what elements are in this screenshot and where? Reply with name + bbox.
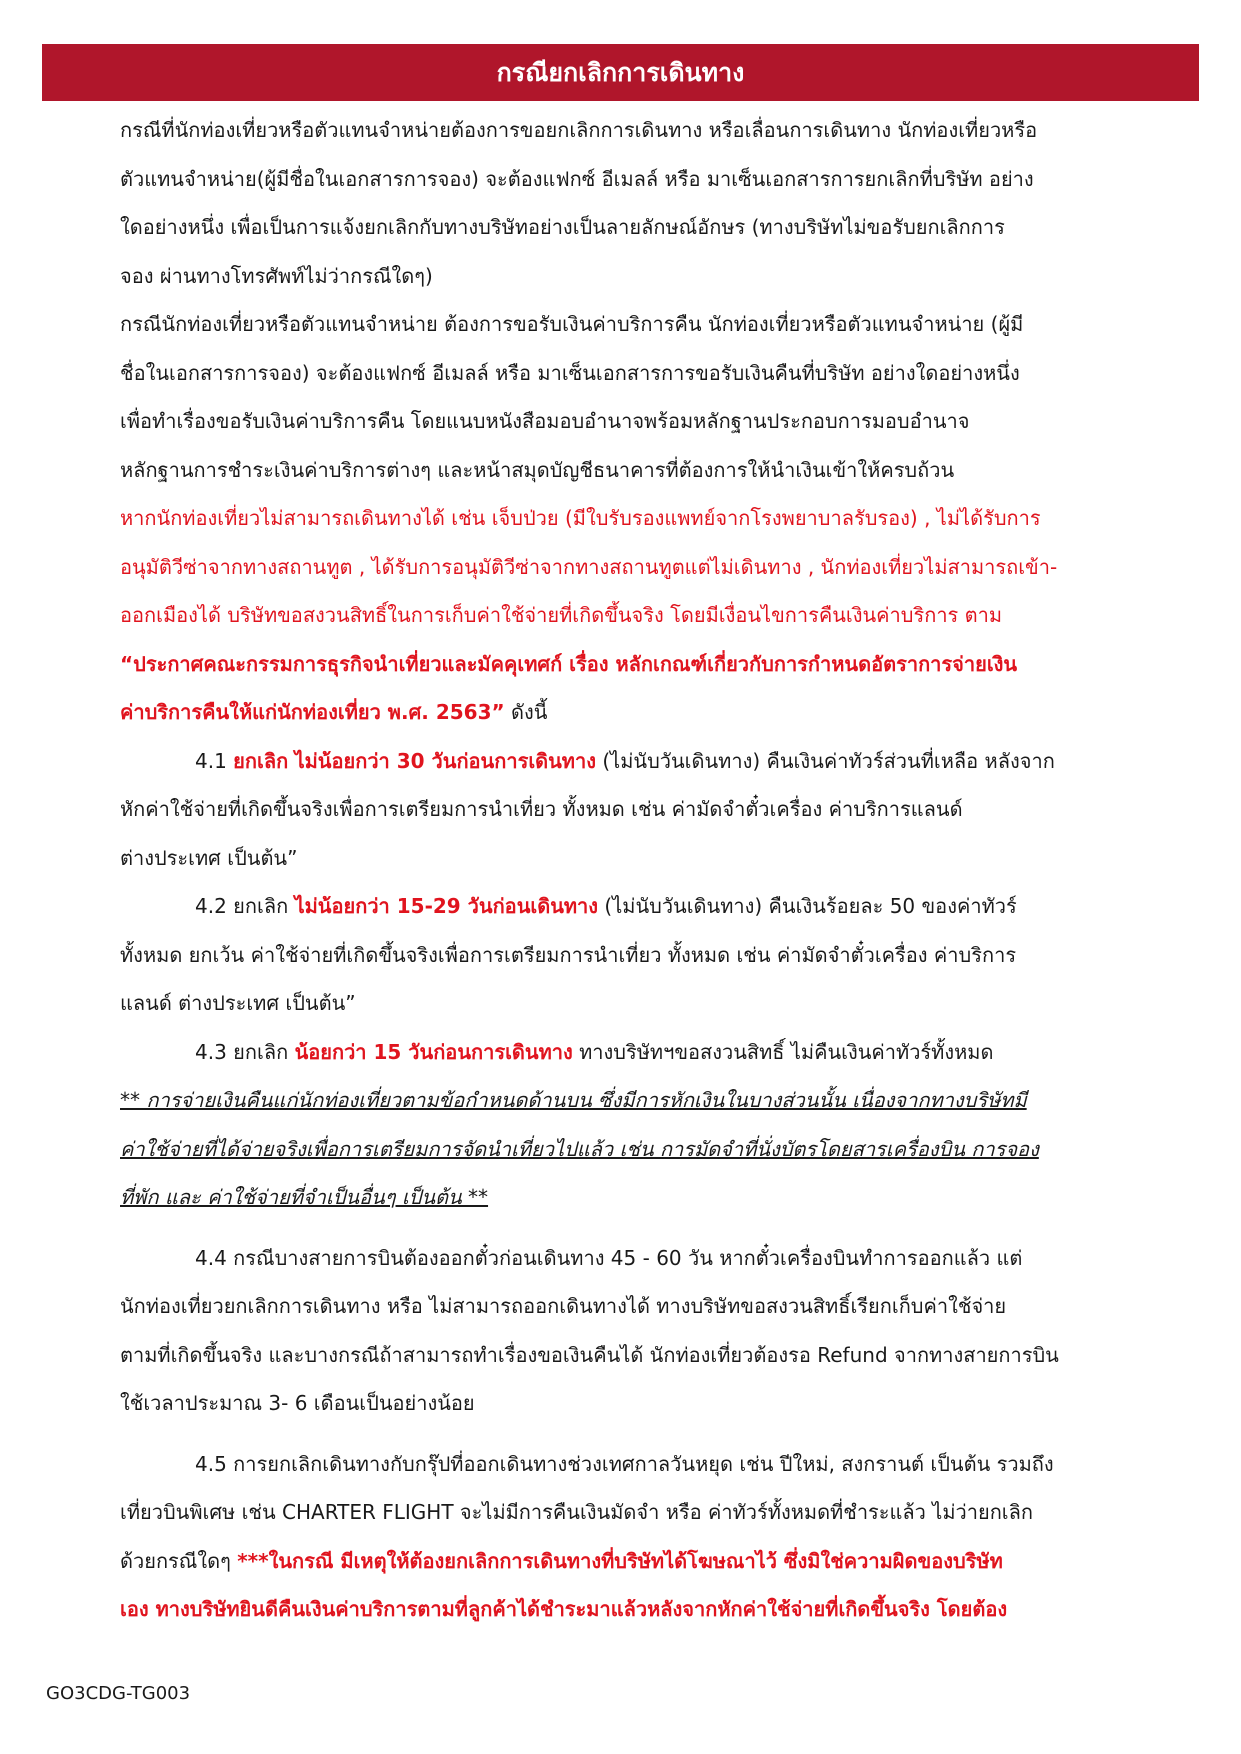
highlight-text: น้อยกว่า 15 วันก่อนการเดินทาง: [294, 1039, 573, 1064]
clause-4-2: [120, 882, 1192, 1028]
announcement-title: “ประกาศคณะกรรมการธุรกิจนำเที่ยวและมัคคุเทศก์ เรื่อง หลักเกณฑ์เกี่ยวกับการกำหนดอัตราการจ่ายเงิน: [120, 651, 1018, 676]
note-line: ที่พัก และ ค่าใช้จ่ายที่จำเป็นอื่นๆ เป็นต้น **: [120, 1185, 489, 1209]
text-line: [120, 688, 1192, 737]
text-line: ต่างประเทศ เป็นต้น”: [120, 845, 298, 870]
paragraph-refund-procedure: [120, 300, 1192, 494]
text-line: [120, 882, 1192, 931]
paragraph-refund-conditions: [120, 494, 1192, 737]
section-title: กรณียกเลิกการเดินทาง: [496, 57, 745, 87]
text-line-red: เอง ทางบริษัทยินดีคืนเงินค่าบริการตามที่ลูกค้าได้ชำระมาแล้วหลังจากหักค่าใช้จ่ายที่เกิดขึ้นจริง โดยต้อง: [120, 1597, 1008, 1621]
text-line: เที่ยวบินพิเศษ เช่น CHARTER FLIGHT จะไม่มีการคืนเงินมัดจำ หรือ ค่าทัวร์ทั้งหมดที่ชำระแล้ว ไม่ว่ายกเลิก: [120, 1500, 1033, 1524]
section-header: [42, 44, 1199, 101]
text-line: ตัวแทนจำหน่าย(ผู้มีชื่อในเอกสารการจอง) จะต้องแฟกซ์ อีเมลล์ หรือ มาเซ็นเอกสารการยกเลิกที่บริษัท อย่าง: [120, 166, 1034, 191]
document-code: GO3CDG-TG003: [46, 1683, 191, 1704]
document-body: [120, 106, 1192, 1634]
clause-4-5: [120, 1440, 1192, 1634]
clause-4-3: [120, 1028, 1192, 1077]
announcement-title: ค่าบริการคืนให้แก่นักท่องเที่ยว พ.ศ. 2563”: [120, 700, 505, 724]
text-line: 4.4 กรณีบางสายการบินต้องออกตั๋วก่อนเดินทาง 45 - 60 วัน หากตั๋วเครื่องบินทำการออกแล้ว แต่: [195, 1245, 1023, 1270]
note-line: ค่าใช้จ่ายที่ได้จ่ายจริงเพื่อการเตรียมการจัดนำเที่ยวไปแล้ว เช่น การมัดจำที่นั่งบัตรโดยสารเครื่องบิน การจอง: [120, 1136, 1039, 1161]
text-line: ใดอย่างหนึ่ง เพื่อเป็นการแจ้งยกเลิกกับทางบริษัทอย่างเป็นลายลักษณ์อักษร (ทางบริษัทไม่ขอรับยกเลิกการ: [120, 215, 1005, 239]
text-line-red: ออกเมืองได้ บริษัทขอสงวนสิทธิ์ในการเก็บค่าใช้จ่ายที่เกิดขึ้นจริง โดยมีเงื่อนไขการคืนเงินค่าบริการ ตาม: [120, 603, 1003, 627]
text-line-red: อนุมัติวีซ่าจากทางสถานทูต , ได้รับการอนุมัติวีซ่าจากทางสถานทูตแต่ไม่เดินทาง , นักท่องเที่ยวไม่สามารถเข้า-: [120, 554, 1058, 579]
text-line: นักท่องเที่ยวยกเลิกการเดินทาง หรือ ไม่สามารถออกเดินทางได้ ทางบริษัทขอสงวนสิทธิ์เรียกเก็บค่าใช้จ่าย: [120, 1294, 1007, 1318]
clause-number: 4.1: [195, 748, 234, 773]
note-line: ** การจ่ายเงินคืนแก่นักท่องเที่ยวตามข้อกำหนดด้านบน ซึ่งมีการหักเงินในบางส่วนนั้น เนื่องจากทางบริษัทมี: [120, 1088, 1027, 1112]
text-line: ทั้งหมด ยกเว้น ค่าใช้จ่ายที่เกิดขึ้นจริงเพื่อการเตรียมการนำเที่ยว ทั้งหมด เช่น ค่ามัดจำตั๋วเครื่อง ค่าบริการ: [120, 942, 1017, 967]
text-line: [120, 1537, 1192, 1586]
clause-4-4: [120, 1234, 1192, 1428]
text-span: (ไม่นับวันเดินทาง) คืนเงินค่าทัวร์ส่วนที่เหลือ หลังจาก: [596, 748, 1055, 773]
paragraph-cancel-procedure: [120, 106, 1192, 300]
spacer: [120, 1222, 1192, 1234]
text-line: [120, 737, 1192, 786]
text-line: ใช้เวลาประมาณ 3- 6 เดือนเป็นอย่างน้อย: [120, 1391, 475, 1415]
clause-number: 4.3 ยกเลิก: [195, 1039, 295, 1064]
text-line: แลนด์ ต่างประเทศ เป็นต้น”: [120, 991, 356, 1015]
highlight-text: ไม่น้อยกว่า 15-29 วันก่อนเดินทาง: [294, 894, 599, 918]
text-line: 4.5 การยกเลิกเดินทางกับกรุ๊ปที่ออกเดินทางช่วงเทศกาลวันหยุด เช่น ปีใหม่, สงกรานต์ เป็นต้น รวมถึง: [195, 1451, 1054, 1476]
text-line-red: หากนักท่องเที่ยวไม่สามารถเดินทางได้ เช่น เจ็บป่วย (มีใบรับรองแพทย์จากโรงพยาบาลรับรอง) , ไม่ได้รับการ: [120, 506, 1041, 530]
text-span: ดังนี้: [504, 700, 548, 724]
clause-number: 4.2 ยกเลิก: [195, 894, 295, 918]
text-line: หักค่าใช้จ่ายที่เกิดขึ้นจริงเพื่อการเตรียมการนำเที่ยว ทั้งหมด เช่น ค่ามัดจำตั๋วเครื่อง ค่าบริการแลนด์: [120, 797, 963, 821]
clause-4-1: [120, 737, 1192, 883]
refund-note: [120, 1076, 1192, 1222]
text-line: หลักฐานการชำระเงินค่าบริการต่างๆ และหน้าสมุดบัญชีธนาคารที่ต้องการให้นำเงินเข้าให้ครบถ้วน: [120, 457, 955, 482]
text-span: ด้วยกรณีใดๆ: [120, 1548, 238, 1573]
highlight-text: ***ในกรณี มีเหตุให้ต้องยกเลิกการเดินทางที่บริษัทได้โฆษณาไว้ ซึ่งมิใช่ความผิดของบริษัท: [237, 1548, 1003, 1573]
text-line: กรณีนักท่องเที่ยวหรือตัวแทนจำหน่าย ต้องการขอรับเงินค่าบริการคืน นักท่องเที่ยวหรือตัวแทนจำหน่าย (ผู้มี: [120, 312, 1024, 336]
highlight-text: ยกเลิก: [233, 748, 289, 773]
text-span: (ไม่นับวันเดินทาง) คืนเงินร้อยละ 50 ของค่าทัวร์: [598, 894, 1017, 918]
text-line: กรณีที่นักท่องเที่ยวหรือตัวแทนจำหน่ายต้องการขอยกเลิกการเดินทาง หรือเลื่อนการเดินทาง นักท่องเที่ยวหรือ: [120, 118, 1038, 142]
text-line: ชื่อในเอกสารการจอง) จะต้องแฟกซ์ อีเมลล์ หรือ มาเซ็นเอกสารการขอรับเงินคืนที่บริษัท อย่างใดอย่างหนึ่ง: [120, 360, 1020, 385]
text-line: ตามที่เกิดขึ้นจริง และบางกรณีถ้าสามารถทำเรื่องขอเงินคืนได้ นักท่องเที่ยวต้องรอ Refund จากทางสายการบิน: [120, 1342, 1059, 1367]
text-span: ทางบริษัทฯขอสงวนสิทธิ์ ไม่คืนเงินค่าทัวร์ทั้งหมด: [572, 1039, 994, 1064]
text-line: เพื่อทำเรื่องขอรับเงินค่าบริการคืน โดยแนบหนังสือมอบอำนาจพร้อมหลักฐานประกอบการมอบอำนาจ: [120, 409, 970, 433]
text-line: [120, 1028, 1192, 1077]
spacer: [120, 1428, 1192, 1440]
highlight-text: ไม่น้อยกว่า 30 วันก่อนการเดินทาง: [294, 748, 596, 773]
text-line: จอง ผ่านทางโทรศัพท์ไม่ว่ากรณีใดๆ): [120, 263, 433, 288]
